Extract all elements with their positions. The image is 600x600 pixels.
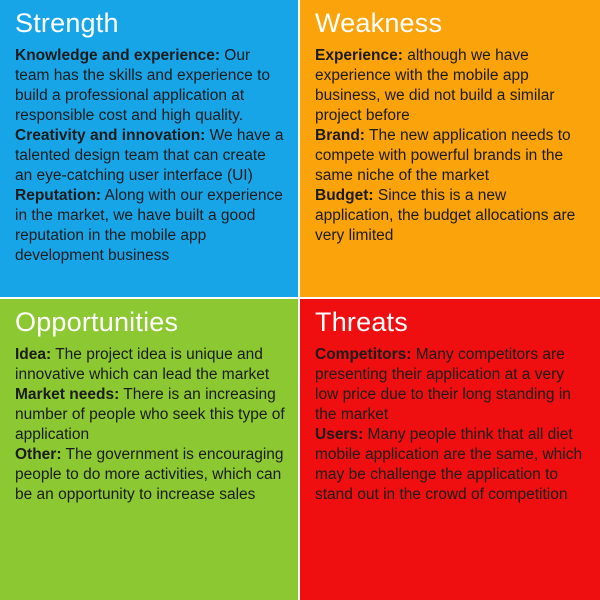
swot-item (15, 46, 286, 126)
quadrant-title: Strength (15, 8, 119, 38)
swot-item (315, 46, 588, 126)
quadrant-items (315, 345, 588, 505)
swot-item (15, 126, 286, 186)
item-text: Many people think that all diet mobile application are the same, which may be challenge the application to stand out in the crowd of competition (315, 426, 583, 503)
item-text: Our team has the skills and experience to build a professional application at responsible cost and high quality. (15, 47, 271, 124)
quadrant-weakness (300, 0, 600, 297)
item-label: Idea: (15, 346, 52, 363)
swot-item (15, 345, 286, 385)
item-text: Since this is a new application, the budget allocations are very limited (315, 187, 576, 244)
item-text: The new application needs to compete with powerful brands in the same niche of the market (315, 127, 571, 184)
item-text: Many competitors are presenting their application at a very low price due to their long standing in the market (315, 346, 571, 423)
swot-item (15, 186, 286, 266)
item-text: The project idea is unique and innovative which can lead the market (15, 346, 270, 383)
swot-item (315, 126, 588, 186)
swot-item (315, 345, 588, 425)
item-text: There is an increasing number of people who seek this type of application (15, 386, 285, 443)
item-label: Other: (15, 446, 62, 463)
item-label: Reputation: (15, 187, 102, 204)
quadrant-opportunities (0, 299, 298, 600)
swot-item (315, 425, 588, 505)
item-label: Competitors: (315, 346, 412, 363)
item-label: Brand: (315, 127, 365, 144)
item-label: Knowledge and experience: (15, 47, 220, 64)
quadrant-title: Weakness (315, 8, 443, 38)
quadrant-title: Opportunities (15, 307, 179, 337)
item-text: We have a talented design team that can create an eye-catching user interface (UI) (15, 127, 284, 184)
item-text: although we have experience with the mobile app business, we did not build a similar project before (315, 47, 555, 124)
item-text: Along with our experience in the market, we have built a good reputation in the mobile app development business (15, 187, 283, 264)
quadrant-threats (300, 299, 600, 600)
quadrant-items (15, 46, 286, 266)
quadrant-items (315, 46, 588, 246)
swot-item (15, 385, 286, 445)
swot-item (15, 445, 286, 505)
swot-item (315, 186, 588, 246)
quadrant-title: Threats (315, 307, 408, 337)
item-label: Experience: (315, 47, 403, 64)
item-label: Market needs: (15, 386, 120, 403)
item-text: The government is encouraging people to do more activities, which can be an opportunity to increase sales (15, 446, 284, 503)
quadrant-items (15, 345, 286, 505)
quadrant-strength (0, 0, 298, 297)
item-label: Users: (315, 426, 364, 443)
item-label: Budget: (315, 187, 374, 204)
item-label: Creativity and innovation: (15, 127, 206, 144)
